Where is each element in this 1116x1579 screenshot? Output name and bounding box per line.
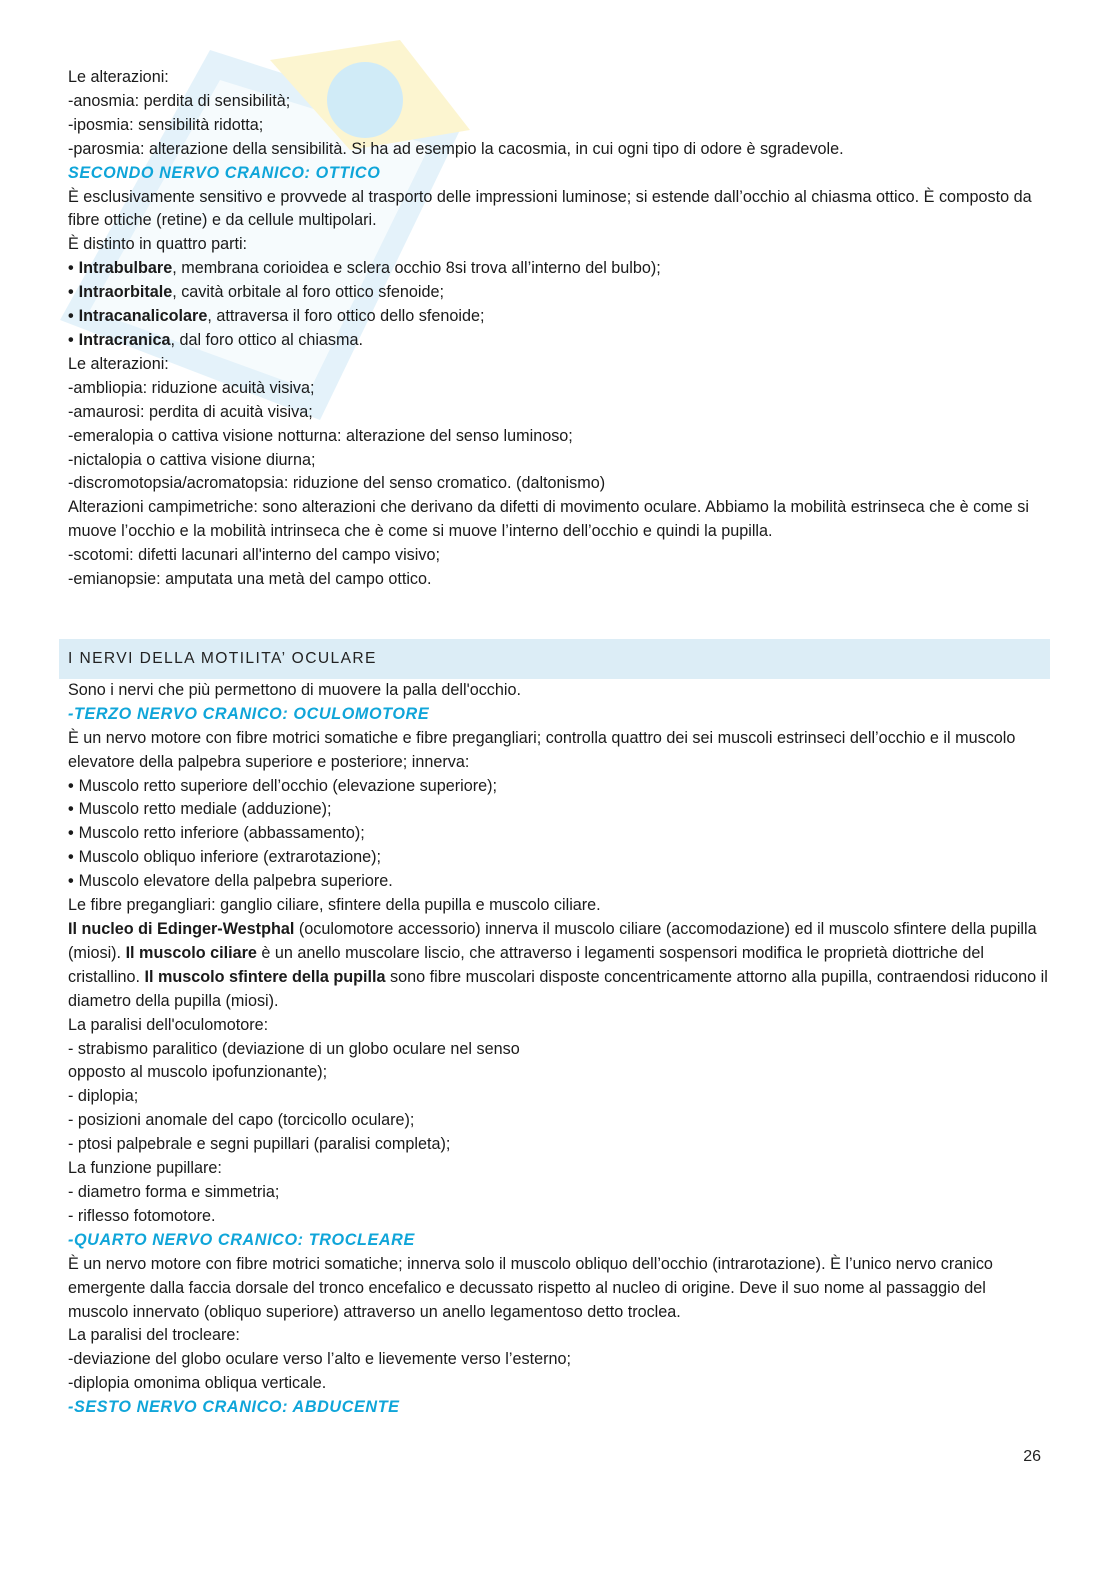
heading-ottico: SECONDO NERVO CRANICO: OTTICO xyxy=(68,163,381,182)
paragraph: Le fibre pregangliari: ganglio ciliare, sfintere della pupilla e muscolo ciliare. xyxy=(68,896,601,915)
heading-trocleare: -QUARTO NERVO CRANICO: TROCLEARE xyxy=(68,1230,415,1249)
parts-intro: È distinto in quattro parti: xyxy=(68,235,248,254)
paragraph: È un nervo motore con fibre motrici somatiche e fibre pregangliari; controlla quattro dei sei muscoli estrinseci dell’occhio e il muscolo elevatore della palpebra superiore e posteriore; innerva: xyxy=(68,728,1016,771)
list-item: • Muscolo retto inferiore (abbassamento); xyxy=(68,822,1050,846)
list-item: - strabismo paralitico (deviazione di un globo oculare nel senso xyxy=(68,1039,520,1058)
list-item: -amaurosi: perdita di acuità visiva; xyxy=(68,402,313,421)
paragraph: È esclusivamente sensitivo e provvede al trasporto delle impressioni luminose; si estende dall’occhio al chiasma ottico. È composto da fibre ottiche (retine) e da cellule multipolari. xyxy=(68,187,1032,230)
list-item: -scotomi: difetti lacunari all'interno del campo visivo; xyxy=(68,546,440,565)
paragraph: È un nervo motore con fibre motrici somatiche; innerva solo il muscolo obliquo dell’occhio (intrarotazione). È l’unico nervo cranico emergente dalla faccia dorsale del tronco encefalico e decussato rispetto al nucleo di origine. Deve il suo nome al passaggio del muscolo innervato (obliquo superiore) attraverso un anello legamentoso detto troclea. xyxy=(68,1254,993,1321)
list-item: -anosmia: perdita di sensibilità; xyxy=(68,91,291,110)
list-item: • Muscolo retto superiore dell’occhio (elevazione superiore); xyxy=(68,775,1050,799)
list-item: opposto al muscolo ipofunzionante); xyxy=(68,1063,328,1082)
list-item: - diplopia; xyxy=(68,1087,139,1106)
list-item: -emeralopia o cattiva visione notturna: alterazione del senso luminoso; xyxy=(68,426,573,445)
paragraph: Alterazioni campimetriche: sono alterazioni che derivano da difetti di movimento oculare. Abbiamo la mobilità estrinseca che è come si muove l’occhio e la mobilità intrinseca che è come si muove l’interno dell’occhio e quindi la pupilla. xyxy=(68,498,1029,541)
list-item: • Intrabulbare, membrana corioidea e sclera occhio 8si trova all’interno del bulbo); xyxy=(68,257,1050,281)
list-item: -nictalopia o cattiva visione diurna; xyxy=(68,450,316,469)
paragraph: Il nucleo di Edinger-Westphal (oculomotore accessorio) innerva il muscolo ciliare (accomodazione) ed il muscolo sfintere della pupilla (miosi). Il muscolo ciliare è un anello muscolare liscio, che attraverso i legamenti sospensori modifica le proprietà diottriche del cristallino. Il muscolo sfintere della pupilla sono fibre muscolari disposte concentricamente attorno alla pupilla, contraendosi riducono il diametro della pupilla (miosi). xyxy=(68,920,1048,1010)
alterazioni-title: Le alterazioni: xyxy=(68,354,169,373)
section-heading xyxy=(59,639,1050,679)
paralisi-title: La paralisi del trocleare: xyxy=(68,1326,240,1345)
heading-abducente: -SESTO NERVO CRANICO: ABDUCENTE xyxy=(68,1398,400,1417)
list-item: • Intracanalicolare, attraversa il foro ottico dello sfenoide; xyxy=(68,305,1050,329)
list-item: • Muscolo obliquo inferiore (extrarotazione); xyxy=(68,846,1050,870)
list-item: • Intracranica, dal foro ottico al chiasma. xyxy=(68,329,1050,353)
list-item: - riflesso fotomotore. xyxy=(68,1206,216,1225)
section-title: I NERVI DELLA MOTILITA’ OCULARE xyxy=(68,649,377,667)
alterazioni-title: Le alterazioni: xyxy=(68,68,169,86)
list-item: -ambliopia: riduzione acuità visiva; xyxy=(68,378,315,397)
list-item: - diametro forma e simmetria; xyxy=(68,1182,280,1201)
heading-oculomotore: -TERZO NERVO CRANICO: OCULOMOTORE xyxy=(68,704,430,723)
list-item: • Muscolo elevatore della palpebra superiore. xyxy=(68,870,1050,894)
list-item: - ptosi palpebrale e segni pupillari (paralisi completa); xyxy=(68,1135,451,1154)
list-item: - posizioni anomale del capo (torcicollo oculare); xyxy=(68,1111,415,1130)
list-item: • Intraorbitale, cavità orbitale al foro ottico sfenoide; xyxy=(68,281,1050,305)
document-body xyxy=(68,66,1050,1420)
list-item: -parosmia: alterazione della sensibilità. Si ha ad esempio la cacosmia, in cui ogni tipo di odore è sgradevole. xyxy=(68,139,844,158)
list-item: -emianopsie: amputata una metà del campo ottico. xyxy=(68,570,432,589)
paralisi-title: La paralisi dell'oculomotore: xyxy=(68,1015,269,1034)
page-number: 26 xyxy=(1023,1448,1041,1465)
list-item: • Muscolo retto mediale (adduzione); xyxy=(68,798,1050,822)
funzione-title: La funzione pupillare: xyxy=(68,1159,222,1178)
list-item: -iposmia: sensibilità ridotta; xyxy=(68,115,264,134)
list-item: -discromotopsia/acromatopsia: riduzione del senso cromatico. (daltonismo) xyxy=(68,474,606,493)
list-item: -deviazione del globo oculare verso l’alto e lievemente verso l’esterno; xyxy=(68,1350,571,1369)
paragraph: Sono i nervi che più permettono di muovere la palla dell'occhio. xyxy=(68,680,522,699)
list-item: -diplopia omonima obliqua verticale. xyxy=(68,1374,327,1393)
